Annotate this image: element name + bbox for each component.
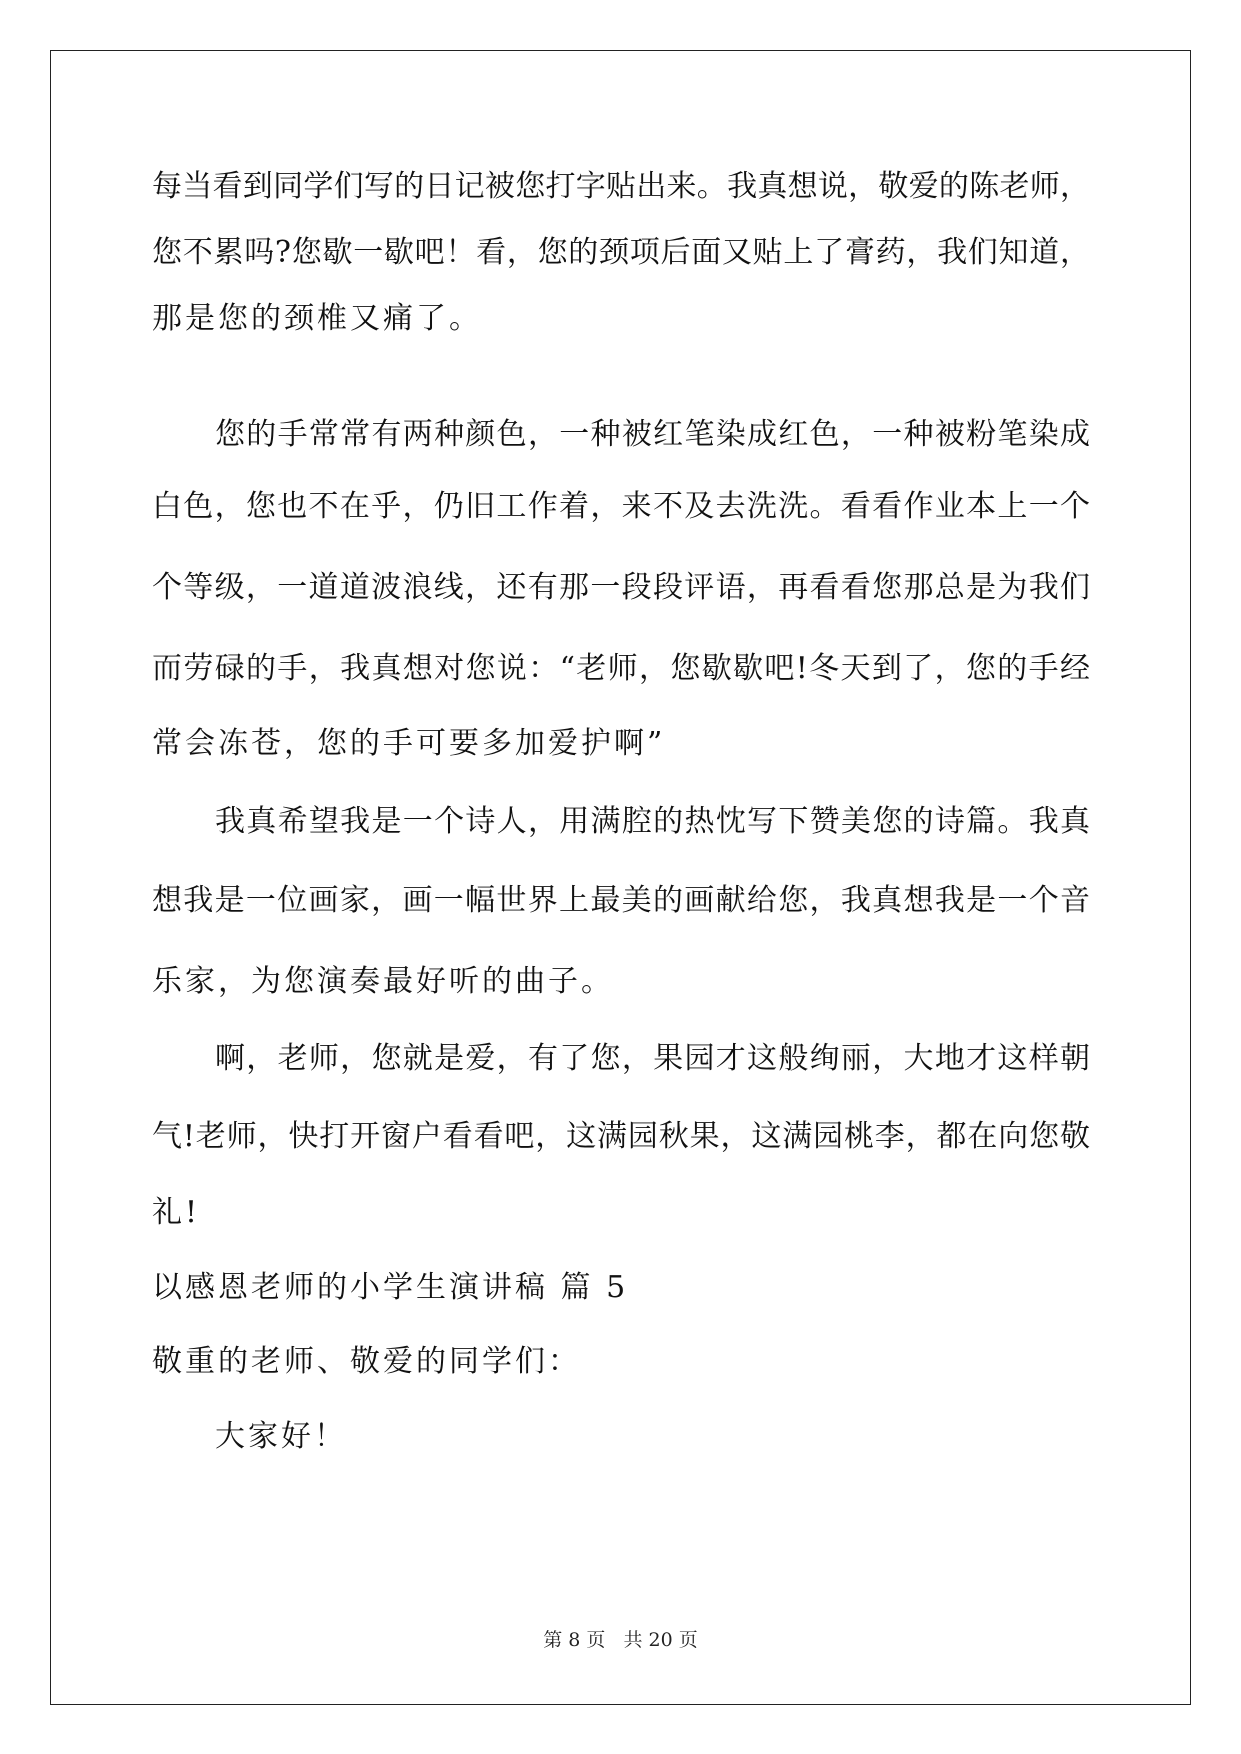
paragraph-line: 想我是一位画家，画一幅世界上最美的画献给您，我真想我是一个音 xyxy=(152,883,1090,918)
salutation: 敬重的老师、敬爱的同学们： xyxy=(152,1344,581,1379)
section-heading: 以感恩老师的小学生演讲稿 篇 5 xyxy=(152,1270,629,1305)
paragraph-line: 每当看到同学们写的日记被您打字贴出来。我真想说，敬爱的陈老师， xyxy=(152,169,1090,204)
paragraph-line: 那是您的颈椎又痛了。 xyxy=(152,301,482,336)
paragraph-line: 您不累吗?您歇一歇吧！看，您的颈项后面又贴上了膏药，我们知道， xyxy=(152,235,1090,270)
page-number: 第 8 页 xyxy=(543,1629,606,1651)
paragraph-line: 我真希望我是一个诗人，用满腔的热忱写下赞美您的诗篇。我真 xyxy=(215,804,1090,839)
paragraph-line: 常会冻苍，您的手可要多加爱护啊” xyxy=(152,726,666,761)
paragraph-line: 乐家，为您演奏最好听的曲子。 xyxy=(152,964,614,999)
paragraph-line: 啊，老师，您就是爱，有了您，果园才这般绚丽，大地才这样朝 xyxy=(215,1041,1090,1076)
page-footer xyxy=(0,1628,1241,1652)
paragraph-line: 白色，您也不在乎，仍旧工作着，来不及去洗洗。看看作业本上一个 xyxy=(152,489,1090,524)
paragraph-line: 礼! xyxy=(152,1195,201,1230)
paragraph-line: 个等级，一道道波浪线，还有那一段段评语，再看看您那总是为我们 xyxy=(152,570,1090,605)
greeting: 大家好！ xyxy=(215,1419,347,1454)
page-total: 共 20 页 xyxy=(623,1629,698,1651)
paragraph-line: 气!老师，快打开窗户看看吧，这满园秋果，这满园桃李，都在向您敬 xyxy=(152,1119,1090,1154)
paragraph-line: 而劳碌的手，我真想对您说：“老师，您歇歇吧!冬天到了，您的手经 xyxy=(152,651,1090,686)
paragraph-line: 您的手常常有两种颜色，一种被红笔染成红色，一种被粉笔染成 xyxy=(215,417,1090,452)
